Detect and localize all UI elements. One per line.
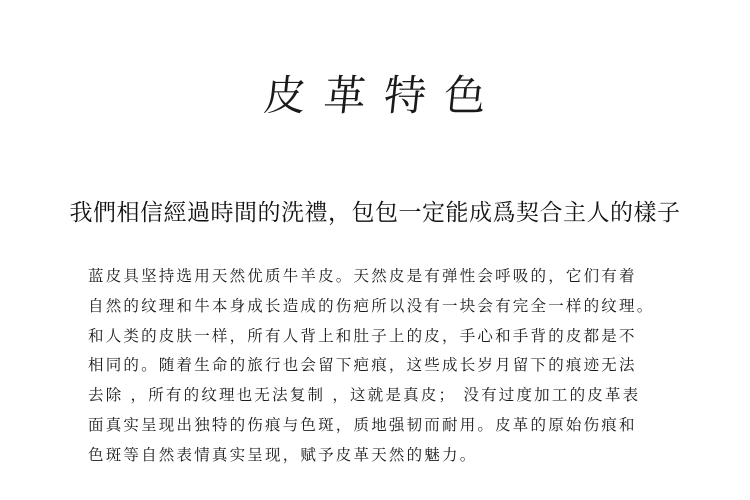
subtitle: 我們相信經過時間的洗禮，包包一定能成爲契合主人的樣子 [69,200,681,226]
body-line: 相同的。随着生命的旅行也会留下疤痕，这些成长岁月留下的痕迹无法 [88,356,637,375]
body-line: 面真实呈现出独特的伤痕与色斑，质地强韧而耐用。皮革的原始伤痕和 [88,415,637,434]
body-line: 和人类的皮肤一样，所有人背上和肚子上的皮，手心和手背的皮都是不 [88,326,637,345]
body-line: 蓝皮具坚持选用天然优质牛羊皮。天然皮是有弹性会呼吸的，它们有着 [88,267,637,285]
body-line: 去除 ，所有的纹理也无法复制 ，这就是真皮； 没有过度加工的皮革表 [88,386,641,405]
body-paragraph [88,262,688,471]
page-title: 皮革特色 [261,71,507,120]
body-line: 自然的纹理和牛本身成长造成的伤疤所以没有一块会有完全一样的纹理。 [88,296,655,315]
body-line: 色斑等自然表情真实呈现，赋予皮革天然的魅力。 [88,445,478,464]
